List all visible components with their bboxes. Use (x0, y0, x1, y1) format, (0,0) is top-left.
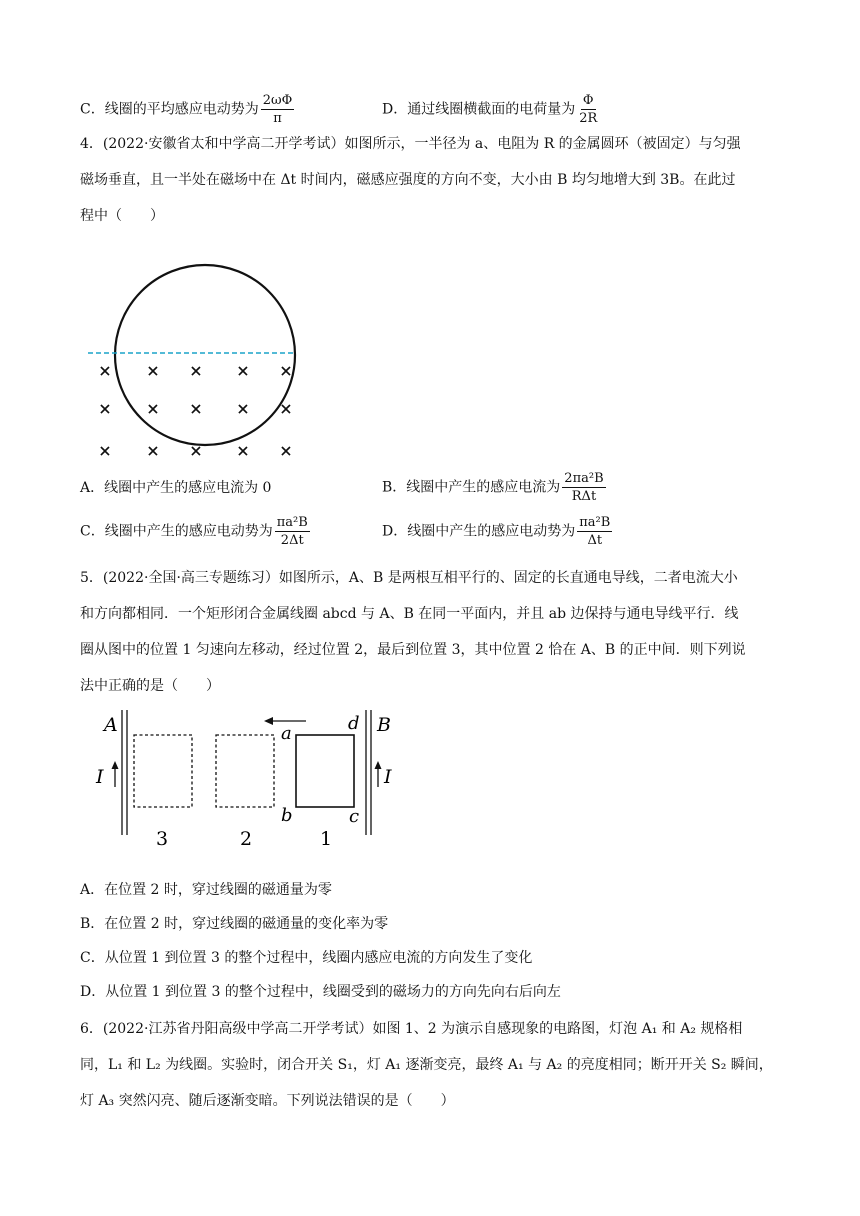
q4-option-c (80, 514, 312, 549)
corner-c-label: c (349, 806, 360, 827)
coil-position-3 (134, 735, 192, 807)
q4-option-a: A．线圈中产生的感应电流为 0 (80, 480, 272, 496)
q4-stem (80, 126, 780, 234)
q6-stem-line: 6．(2022·江苏省丹阳高级中学高二开学考试）如图 1、2 为演示自感现象的电路图，灯泡 A₁ 和 A₂ 规格相 (80, 1021, 743, 1037)
q4-option-d-fraction (577, 514, 612, 549)
fraction-denominator: RΔt (571, 489, 597, 504)
fraction-numerator: 2ωΦ (262, 93, 293, 108)
position-2-label: 2 (240, 828, 253, 850)
q4-figure-ring-in-field (80, 255, 310, 465)
corner-d-label: d (348, 713, 360, 734)
q3-option-d (382, 92, 601, 127)
q5-stem-line: 法中正确的是（ ） (80, 678, 220, 694)
field-cross-symbol: × (236, 399, 250, 418)
q5-stem (80, 560, 780, 704)
q6-stem (80, 1011, 780, 1119)
q3-option-d-text: D．通过线圈横截面的电荷量为 (382, 101, 576, 118)
field-cross-symbol: × (98, 361, 112, 380)
fraction-numerator: 2πa²B (564, 471, 604, 486)
q5-option-a: A．在位置 2 时，穿过线圈的磁通量为零 (80, 882, 332, 898)
coil-position-2 (216, 735, 274, 807)
field-symbols (98, 361, 292, 460)
fraction-numerator: πa²B (579, 515, 611, 530)
fraction-numerator: Φ (582, 93, 594, 108)
q4-option-d (382, 514, 614, 549)
fraction-denominator: 2R (579, 111, 598, 126)
q5-option-c: C．从位置 1 到位置 3 的整个过程中，线圈内感应电流的方向发生了变化 (80, 950, 533, 966)
q4-option-d-text: D．线圈中产生的感应电动势为 (382, 523, 576, 540)
current-label-right: I (384, 766, 392, 788)
q4-option-b-fraction (562, 470, 605, 505)
corner-a-label: a (281, 723, 292, 744)
q3-option-d-fraction (577, 92, 599, 127)
q3-option-c-text: C．线圈的平均感应电动势为 (80, 101, 259, 118)
current-arrow-left-head (112, 761, 119, 769)
q4-stem-line: 磁场垂直，且一半处在磁场中在 Δt 时间内，磁感应强度的方向不变，大小由 B 均匀地增大到 3B。在此过 (80, 172, 736, 188)
q4-option-c-fraction (275, 514, 310, 549)
field-cross-symbol: × (98, 399, 112, 418)
field-cross-symbol: × (189, 441, 203, 460)
field-cross-symbol: × (236, 361, 250, 380)
field-cross-symbol: × (146, 399, 160, 418)
wire-a-label: A (104, 714, 118, 736)
q4-option-b-text: B．线圈中产生的感应电流为 (382, 479, 561, 496)
position-3-label: 3 (156, 828, 169, 850)
q5-stem-line: 5．(2022·全国·高三专题练习）如图所示，A、B 是两根互相平行的、固定的长直通电导线，二者电流大小 (80, 570, 738, 586)
q5-option-b: B．在位置 2 时，穿过线圈的磁通量的变化率为零 (80, 916, 389, 932)
q5-stem-line: 和方向都相同．一个矩形闭合金属线圈 abcd 与 A、B 在同一平面内，并且 ab 边保持与通电导线平行．线 (80, 606, 739, 622)
field-cross-symbol: × (189, 361, 203, 380)
fraction-denominator: 2Δt (280, 533, 304, 548)
metal-ring (115, 265, 295, 445)
position-1-label: 1 (320, 828, 333, 850)
fraction-denominator: Δt (587, 533, 603, 548)
q3-option-c-fraction (261, 92, 295, 127)
q6-stem-line: 同，L₁ 和 L₂ 为线圈。实验时，闭合开关 S₁，灯 A₁ 逐渐变亮，最终 A₁ 与 A₂ 的亮度相同；断开开关 S₂ 瞬间， (80, 1057, 773, 1073)
q4-stem-line: 程中（ ） (80, 208, 164, 224)
q5-figure-wires-and-coil (90, 705, 410, 855)
q4-option-b (382, 470, 608, 505)
field-cross-symbol: × (146, 441, 160, 460)
field-cross-symbol: × (279, 361, 293, 380)
wire-b-label: B (377, 714, 391, 736)
field-cross-symbol: × (146, 361, 160, 380)
q5-option-d: D．从位置 1 到位置 3 的整个过程中，线圈受到的磁场力的方向先向右后向左 (80, 984, 561, 1000)
current-arrow-right-head (375, 761, 382, 769)
motion-arrow-head (264, 717, 273, 725)
corner-b-label: b (281, 805, 293, 826)
field-cross-symbol: × (279, 441, 293, 460)
fraction-denominator: π (273, 111, 282, 126)
q4-option-c-text: C．线圈中产生的感应电动势为 (80, 523, 273, 540)
q3-option-c (80, 92, 296, 127)
field-cross-symbol: × (236, 441, 250, 460)
fraction-numerator: πa²B (276, 515, 308, 530)
q6-stem-line: 灯 A₃ 突然闪亮、随后逐渐变暗。下列说法错误的是（ ） (80, 1093, 455, 1109)
current-label-left: I (96, 766, 104, 788)
q5-stem-line: 圈从图中的位置 1 匀速向左移动，经过位置 2，最后到位置 3，其中位置 2 恰在 A、B 的正中间．则下列说 (80, 642, 746, 658)
coil-position-1 (296, 735, 354, 807)
q4-stem-line: 4．(2022·安徽省太和中学高二开学考试）如图所示，一半径为 a、电阻为 R 的金属圆环（被固定）与匀强 (80, 136, 741, 152)
field-cross-symbol: × (98, 441, 112, 460)
field-cross-symbol: × (279, 399, 293, 418)
field-cross-symbol: × (189, 399, 203, 418)
